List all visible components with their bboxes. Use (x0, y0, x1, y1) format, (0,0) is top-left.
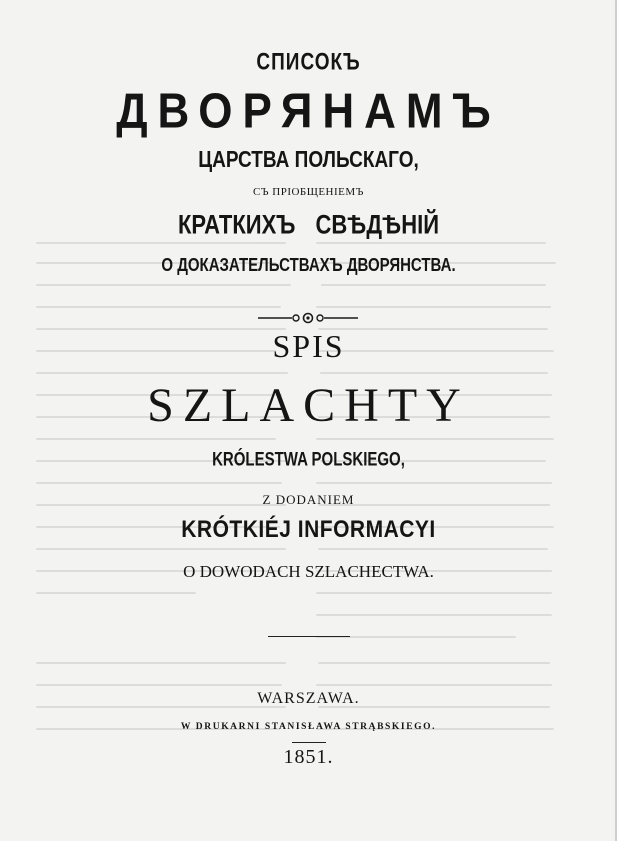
ru-title-line-1: СПИСОКЪ (256, 49, 361, 76)
pl-title-line-4: Z DODANIEM (262, 492, 355, 507)
pl-title-line-6: O DOWODACH SZLACHECTWA. (183, 562, 434, 581)
ru-title-line-4: СЪ ПРІОБЩЕНІЕМЪ (253, 186, 364, 198)
pl-title-line-2: SZLACHTY (147, 379, 470, 432)
pl-title-line-1: SPIS (272, 328, 345, 364)
year-rule (292, 742, 326, 743)
ru-title-line-3: ЦАРСТВА ПОЛЬСКАГО, (198, 147, 419, 173)
imprint-printer: W DRUKARNI STANISŁAWA STRĄBSKIEGO. (180, 722, 437, 732)
pl-title-line-5: KRÓTKIÉJ INFORMACYI (181, 516, 436, 543)
ru-title-line-5: КРАТКИХЪ СВѢДѢНІЙ (177, 209, 440, 240)
ru-title-line-6: О ДОКАЗАТЕЛЬСТВАХЪ ДВОРЯНСТВА. (161, 254, 456, 277)
ru-title-line-2: ДВОРЯНАМЪ (116, 84, 501, 139)
pl-title-line-3: KRÓLESTWA POLSKIEGO, (212, 448, 405, 471)
section-rule (268, 636, 350, 637)
imprint-place: WARSZAWA. (257, 690, 360, 707)
ornament-divider (258, 310, 358, 326)
imprint-year: 1851. (283, 746, 334, 768)
